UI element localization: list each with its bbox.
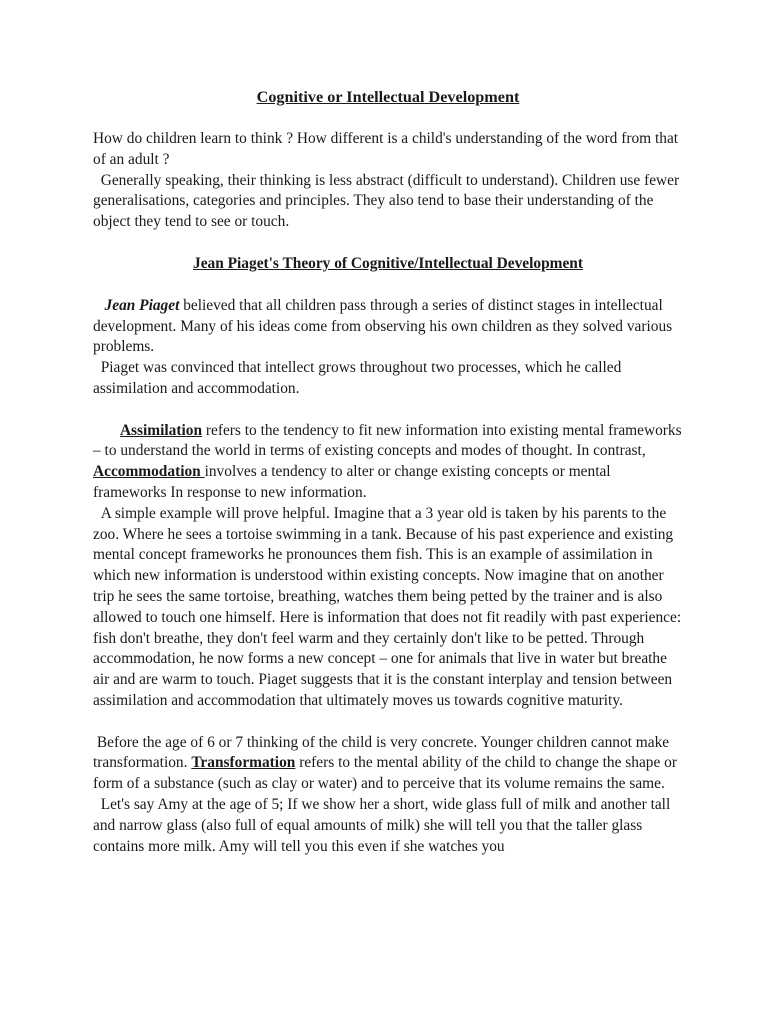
section-heading: Jean Piaget's Theory of Cognitive/Intellectual Development xyxy=(193,254,583,272)
assimilation-term: Assimilation xyxy=(119,421,203,439)
amy-paragraph-text: Let's say Amy at the age of 5; If we show her a short, wide glass full of milk and another tall and narrow glass (also full of equal amounts of milk) she will tell you that the taller glass contains more milk. Amy will tell you this even if she watches you xyxy=(93,795,671,855)
spacer xyxy=(93,233,683,254)
transformation-paragraph xyxy=(93,733,683,795)
assimilation-text-a: refers to the tendency to fit new information into existing mental frameworks – to understand the world in terms of existing concepts and modes of thought. In contrast, xyxy=(93,421,682,460)
example-paragraph xyxy=(93,504,683,712)
spacer xyxy=(93,712,683,733)
assimilation-text-b: involves a tendency to alter or change existing concepts or mental frameworks In response to new information. xyxy=(93,463,611,501)
amy-paragraph xyxy=(93,795,683,857)
piaget-paragraph-2-text: Piaget was convinced that intellect grows throughout two processes, which he called assimilation and accommodation. xyxy=(93,359,622,397)
accommodation-term: Accommodation xyxy=(93,463,205,481)
page-title: Cognitive or Intellectual Development xyxy=(256,88,520,106)
transformation-term: Transformation xyxy=(191,754,296,772)
piaget-name: Jean Piaget xyxy=(104,296,180,314)
piaget-paragraph-1-text: believed that all children pass through a series of distinct stages in intellectual development. Many of his ideas come from observing his own children as they solved various problems. xyxy=(93,296,673,356)
transformation-text-b: refers to the mental ability of the child to change the shape or form of a substance (such as clay or water) and to perceive that its volume remains the same. xyxy=(93,754,677,793)
intro-paragraph-1: How do children learn to think ? How different is a child's understanding of the word from that of an adult ? xyxy=(93,130,679,168)
intro-paragraph-2-text: Generally speaking, their thinking is less abstract (difficult to understand). Children use fewer generalisations, categories and principles. They also tend to base their understanding of the object they tend to see or touch. xyxy=(93,171,680,231)
assimilation-paragraph xyxy=(93,421,683,504)
piaget-paragraph-1 xyxy=(93,296,683,358)
example-paragraph-text: A simple example will prove helpful. Imagine that a 3 year old is taken by his parents to the zoo. Where he sees a tortoise swimming in a tank. Because of his past experience and existing mental concept frameworks he pronounces them fish. This is an example of assimilation in which new information is understood within existing concepts. Now imagine that on another trip he sees the same tortoise, breathing, watches them being petted by the trainer and is also allowed to touch one himself. Here is information that does not fit readily with past experience: fish don't breathe, they don't feel warm and they certainly don't like to be petted. Through accommodation, he now forms a new concept – one for animals that live in water but breathe air and are warm to touch. Piaget suggests that it is the constant interplay and tension between assimilation and accommodation that ultimately moves us towards cognitive maturity. xyxy=(93,504,682,709)
spacer xyxy=(93,400,683,421)
intro-paragraph-2 xyxy=(93,171,683,233)
piaget-paragraph-2 xyxy=(93,358,683,400)
transformation-text-a: Before the age of 6 or 7 thinking of the child is very concrete. Younger children cannot make transformation. xyxy=(93,733,670,772)
document-page xyxy=(93,86,683,857)
